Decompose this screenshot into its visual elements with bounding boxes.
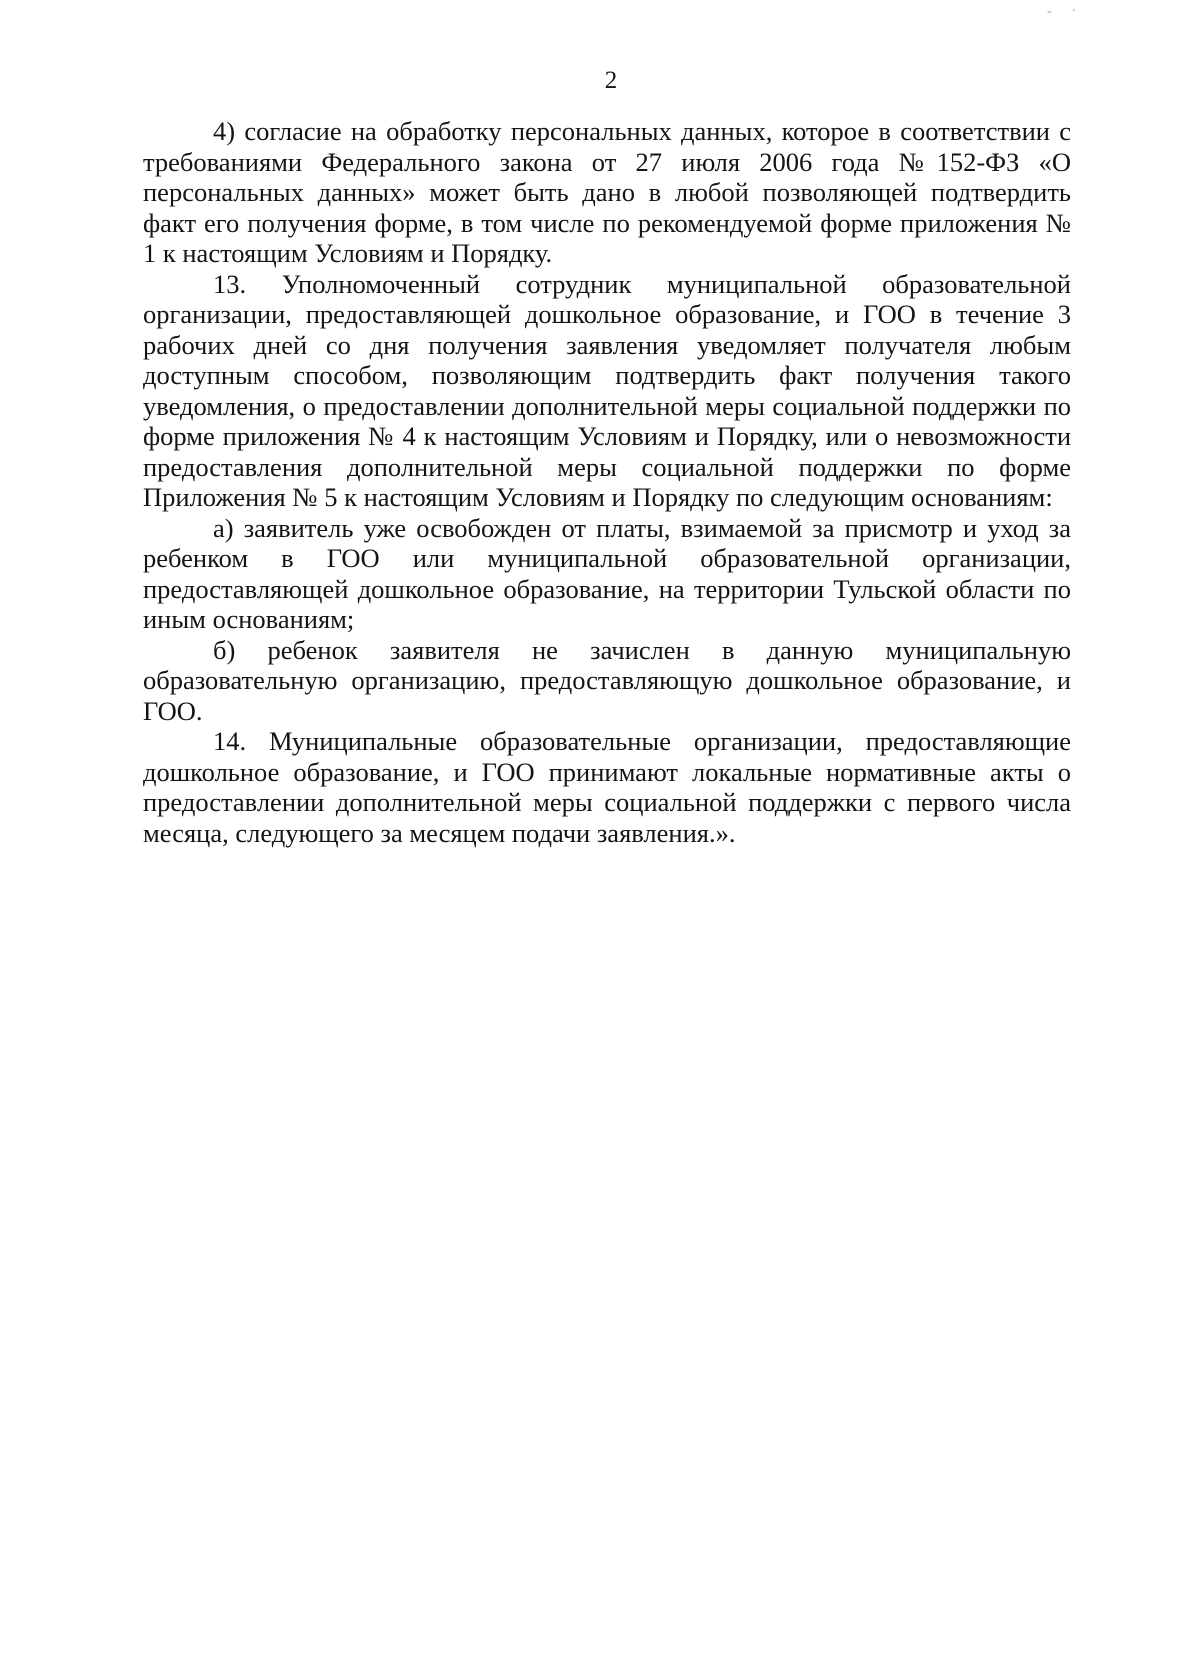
paragraph-13-notification: 13. Уполномоченный сотрудник муниципальной образовательной организации, предоставляющей дошкольное образование, и ГОО в течение 3 рабочих дней со дня получения заявления уведомляет получателя любым доступным способом, позволяющим подтвердить факт получения такого уведомления, о предоставлении дополнительной меры социальной поддержки по форме приложения № 4 к настоящим Условиям и Порядку, или о невозможности предоставления дополнительной меры социальной поддержки по форме Приложения № 5 к настоящим Условиям и Порядку по следующим основаниям:	[143, 268, 1071, 512]
paragraph-14-local-acts: 14. Муниципальные образовательные организации, предоставляющие дошкольное образование, и ГОО принимают локальные нормативные акты о предоставлении дополнительной меры социальной поддержки с первого числа месяца, следующего за месяцем подачи заявления.».	[143, 726, 1071, 848]
page-number: 2	[604, 67, 618, 94]
paragraph-13-ground-b: б) ребенок заявителя не зачислен в данную муниципальную образовательную организацию, предоставляющую дошкольное образование, и ГОО.	[143, 634, 1071, 726]
paragraph-13-ground-a: а) заявитель уже освобожден от платы, взимаемой за присмотр и уход за ребенком в ГОО или муниципальной образовательной организации, предоставляющей дошкольное образование, на территории Тульской области по иным основаниям;	[143, 512, 1071, 634]
paragraph-consent-personal-data: 4) согласие на обработку персональных данных, которое в соответствии с требованиями Федерального закона от 27 июля 2006 года №152-ФЗ «О персональных данных» может быть дано в любой позволяющей подтвердить факт его получения форме, в том числе по рекомендуемой форме приложения № 1 к настоящим Условиям и Порядку.	[143, 116, 1071, 268]
scan-artifact-marks: - ·	[1047, 4, 1084, 19]
document-body	[143, 116, 1071, 848]
